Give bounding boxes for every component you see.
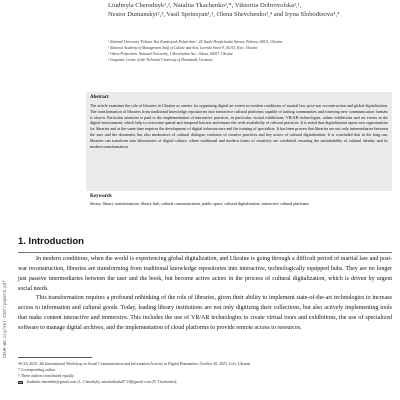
paragraph: In modern conditions, when the world is experiencing global digitalization, and Ukraine is going through a difficult period of martial law and post-war reconstruction, libraries are transforming from traditional knowledge repositories into interactive, technologically equipped hubs. They are no longer just passive intermediaries between the user and the book, but become active actors in the process of cultural digitalization, which is driven by urgent social needs. bbox=[18, 256, 392, 292]
affiliation: ¹ National University 'Poltava Yuri Kondratyuk Polytechnic', 24 Vasilii Hryshchenko Avenue, Poltava, 36011, Ukraine bbox=[108, 40, 283, 44]
footnote bbox=[18, 379, 392, 385]
keywords-title: Keywords bbox=[90, 194, 112, 199]
author-list bbox=[108, 2, 388, 19]
affiliation: ³ Odesa Polytechnic National University, 1 Shevchenko Ave., Odesa, 65037, Ukraine bbox=[108, 51, 234, 56]
footnote-text: * Corresponding author. bbox=[18, 368, 56, 373]
author-line: Liudmyla Chereduyk¹,², Nataliia Tkachenko²,*, Viktoriia Dobrovolska²,¹, bbox=[108, 2, 302, 9]
body-text bbox=[18, 255, 392, 334]
abstract-title: Abstract bbox=[90, 95, 109, 100]
footnote-divider bbox=[18, 357, 92, 358]
email-link[interactable]: liudmila.cherednik@gmail.com (L. Cheredyk); natashatkalia87.18@gmail.com (N. Tkachenko); bbox=[27, 380, 178, 385]
side-watermark-text: CEUR-WS.org/Vol-4107/paper8.pdf bbox=[4, 280, 8, 358]
section-heading: 1. Introduction bbox=[18, 236, 84, 247]
section-divider bbox=[18, 252, 392, 253]
affiliations bbox=[108, 40, 393, 64]
paragraph: This transformation requires a profound rethinking of the role of libraries, given their ability to implement state-of-the-art technologies to increase access to information and cultural goods. Today, leading library institutions are not only digitizing their collections, but also actively implementing tools that make content interactive and immersive. This includes the use of VR/AR technologies to create virtual tours and exhibitions, the use of specialized software to manage digital archives, and the implementation of cloud platforms to provide remote access to resources. bbox=[18, 295, 392, 331]
email-icon bbox=[18, 381, 23, 385]
footnotes bbox=[18, 361, 392, 385]
footnote-text: † These authors contributed equally. bbox=[18, 374, 75, 379]
footnote-text: ¹SCIA-2025: 4th International Workshop on Social Communication and Information Activity in Digital Humanities, October 30, 2025, Lviv, Ukraine bbox=[18, 362, 251, 366]
affiliation: ² National Academy of Management Staff of Culture and Arts, Lavrska Street 9, 01015, Kyiv, Ukraine bbox=[108, 45, 258, 50]
author-line: Nestor Dumanskyi²,³, Vasil Sprinsyan¹,³, Olena Shevchenko²,⁴ and Iryna Slobodtsova⁴,⁴ bbox=[108, 10, 340, 18]
affiliation: ⁴ Linguistic Center of the Technical University of Darmstadt, Germany bbox=[108, 57, 213, 62]
abstract-box bbox=[86, 92, 392, 191]
abstract-text: The article examines the role of libraries in Ukraine as centers for organizing digital art events in modern conditions of martial law, post-war reconstruction and global digitalization. The transformation of libraries from traditional knowledge repositories into interactive cultural platforms capable of uniting communities and fostering new communication formats is shown. Particular attention is paid to the implementation of innovative practices, in particular, virtual exhibitions, VR/AR technologies, online exhibitions and art events in the digital environment, which help to overcome spatial and temporal barriers and ensure the wide availability of cultural practices. It is noted that digitalization opens new opportunities for libraries and at the same time requires the development of digital infrastructure and the training of specialists. It has been proven that libraries are not only intermediaries between the user and the document, but also moderators of cultural dialogue, initiators of creative practices and key actors of cultural digitalization. It is concluded that in the long run, libraries can transform into laboratories of digital culture, where traditional and modern forms of creativity are combined, ensuring the sustainability of cultural identity and its modern transformation. bbox=[90, 103, 388, 149]
side-watermark bbox=[0, 244, 12, 394]
keywords-text: library, library transformation, library hub, cultural communication, public space, cultural digitalization, interactive cultural platforms bbox=[90, 201, 310, 206]
